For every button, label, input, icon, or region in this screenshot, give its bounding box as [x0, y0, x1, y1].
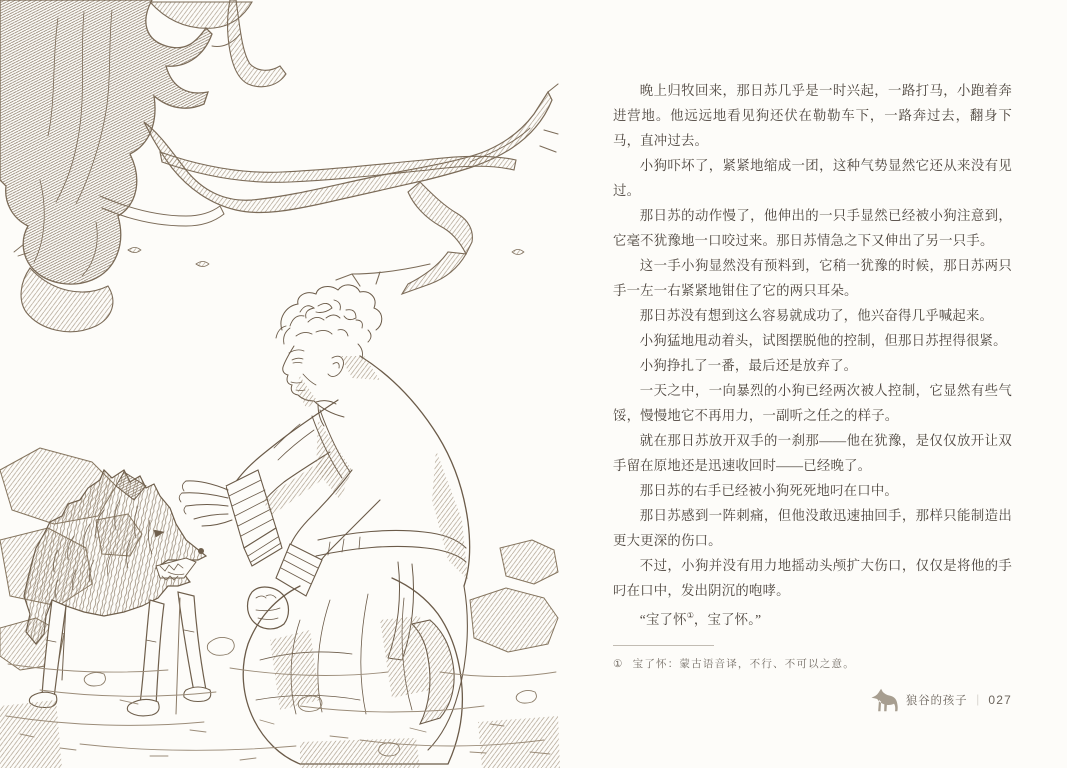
- footnote-text: 宝了怀：蒙古语音译，不行、不可以之意。: [632, 659, 855, 670]
- paragraph: 那日苏没有想到这么容易就成功了，他兴奋得几乎喊起来。: [639, 308, 994, 323]
- paragraph: 不过，小狗并没有用力地摇动头颅扩大伤口，仅仅是将他的手叼在口中，发出阴沉的咆哮。: [613, 558, 1012, 598]
- footnote: [613, 656, 1012, 673]
- footnote-reference: ①: [686, 611, 694, 620]
- paragraph: 那日苏感到一阵刺痛，但他没敢迅速抽回手，那样只能制造出更大更深的伤口。: [613, 508, 1012, 548]
- paragraph: 那日苏的动作慢了，他伸出的一只手显然已经被小狗注意到，它毫不犹豫地一口咬过来。那日苏情急之下又伸出了另一只手。: [613, 208, 1012, 248]
- quote-paragraph: [613, 603, 1012, 632]
- paragraph: 这一手小狗显然没有预料到，它稍一犹豫的时候，那日苏两只手一左一右紧紧地钳住了它的两只耳朵。: [613, 258, 1012, 298]
- paragraph: 小狗猛地甩动着头，试图摆脱他的控制，但那日苏捏得很紧。: [639, 333, 1007, 348]
- page-footer: [860, 684, 1012, 716]
- paragraph: 那日苏的右手已经被小狗死死地叼在口中。: [639, 483, 899, 498]
- footer-page-number: 027: [988, 693, 1012, 707]
- paragraph: 小狗挣扎了一番，最后还是放弃了。: [639, 358, 858, 373]
- quote-text: ，宝了怀。”: [693, 612, 762, 627]
- footer-separator: ｜: [972, 695, 984, 707]
- paragraph: 小狗吓坏了，紧紧地缩成一团，这种气势显然它还从来没有见过。: [613, 158, 1012, 198]
- paragraph: 晚上归牧回来，那日苏几乎是一时兴起，一路打马，小跑着奔进营地。他远远地看见狗还伏在勒勒车下，一路奔过去，翻身下马，直冲过去。: [613, 83, 1012, 148]
- tree-sketch: [0, 0, 558, 332]
- paragraph: 一天之中，一向暴烈的小狗已经两次被人控制，它显然有些气馁，慢慢地它不再用力，一副听之任之的样子。: [613, 383, 1012, 423]
- footnote-divider: [613, 645, 714, 646]
- man-sketch: [174, 285, 470, 764]
- paragraph: 就在那日苏放开双手的一刹那——他在犹豫，是仅仅放开让双手留在原地还是迅速收回时——已经晚了。: [613, 433, 1012, 473]
- wolf-icon: [869, 687, 899, 713]
- page-text-column: [613, 78, 1012, 632]
- footnote-marker: ①: [613, 659, 624, 670]
- footer-book-title: 狼谷的孩子: [905, 695, 968, 707]
- quote-text: “宝了怀: [639, 612, 687, 627]
